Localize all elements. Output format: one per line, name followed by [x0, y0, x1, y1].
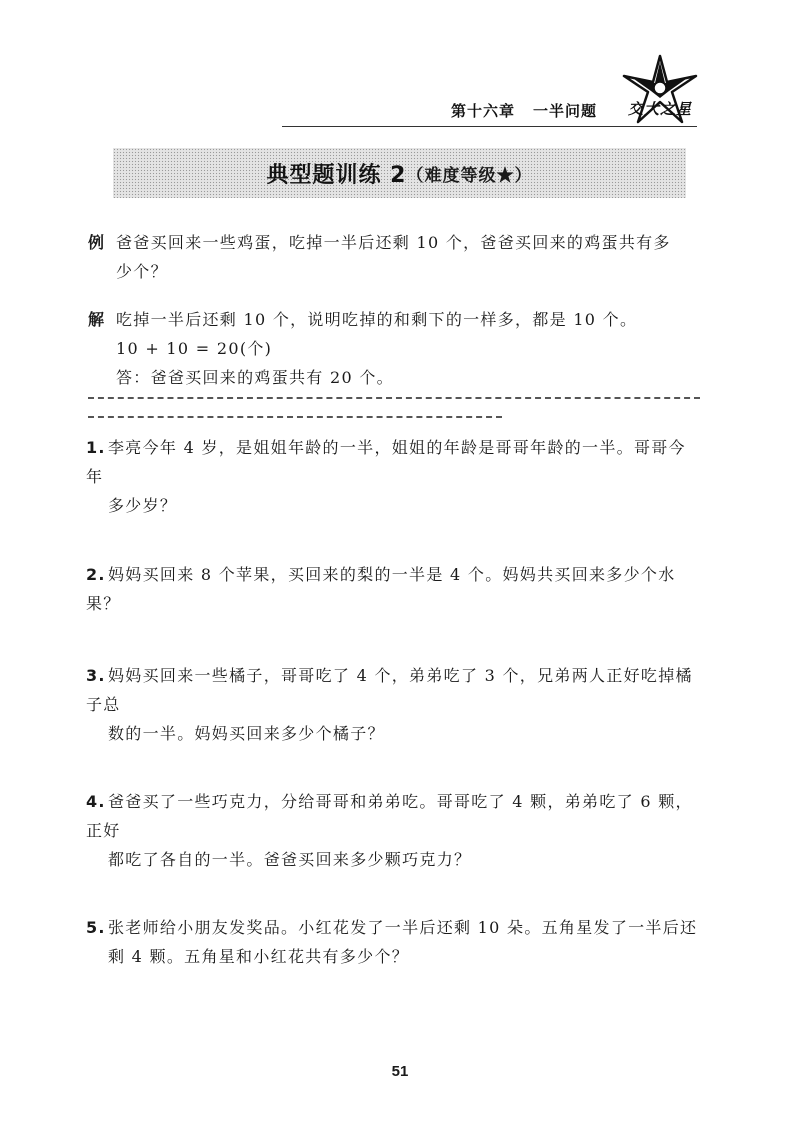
solution-block — [88, 305, 700, 392]
question-text: 多少岁？ — [108, 496, 178, 515]
logo-text: 交大之星 — [628, 100, 693, 118]
page-number: 51 — [391, 1063, 409, 1080]
question-text: 妈妈买回来一些橘子，哥哥吃了 4 个，弟弟吃了 3 个，兄弟两人正好吃掉橘子总 — [86, 666, 693, 714]
question-5 — [86, 913, 700, 971]
title-banner — [113, 148, 686, 198]
solution-equation: 10 + 10 = 20(个) — [116, 339, 273, 358]
dashed-separator — [88, 416, 502, 418]
question-text: 数的一半。妈妈买回来多少个橘子？ — [108, 724, 385, 743]
banner-title: 典型题训练 2 — [266, 162, 407, 188]
question-text: 李亮今年 4 岁，是姐姐年龄的一半，姐姐的年龄是哥哥年龄的一半。哥哥今年 — [86, 438, 686, 486]
question-number: 5. — [86, 918, 106, 937]
solution-answer: 答：爸爸买回来的鸡蛋共有 20 个。 — [116, 368, 394, 387]
example-label: 例 — [88, 233, 106, 252]
example-line: 少个？ — [116, 262, 168, 281]
question-number: 1. — [86, 438, 106, 457]
dashed-separator — [88, 397, 700, 399]
question-number: 4. — [86, 792, 106, 811]
question-text: 张老师给小朋友发奖品。小红花发了一半后还剩 10 朵。五角星发了一半后还 — [108, 918, 698, 937]
solution-line: 吃掉一半后还剩 10 个，说明吃掉的和剩下的一样多，都是 10 个。 — [116, 310, 638, 329]
question-text: 都吃了各自的一半。爸爸买回来多少颗巧克力？ — [108, 850, 472, 869]
example-block — [88, 228, 700, 286]
banner-subtitle: （难度等级★） — [406, 165, 533, 186]
question-number: 2. — [86, 565, 106, 584]
question-number: 3. — [86, 666, 106, 685]
example-line: 爸爸买回来一些鸡蛋，吃掉一半后还剩 10 个，爸爸买回来的鸡蛋共有多 — [116, 233, 671, 252]
chapter-label: 第十六章 — [450, 102, 515, 120]
solution-label: 解 — [88, 310, 106, 329]
question-text: 剩 4 颗。五角星和小红花共有多少个？ — [108, 947, 410, 966]
question-1 — [86, 433, 700, 520]
section-label: 一半问题 — [532, 102, 597, 120]
question-2 — [86, 560, 700, 618]
question-3 — [86, 661, 700, 748]
question-text: 妈妈买回来 8 个苹果，买回来的梨的一半是 4 个。妈妈共买回来多少个水果？ — [86, 565, 676, 613]
question-4 — [86, 787, 700, 874]
header-rule — [282, 126, 697, 127]
question-text: 爸爸买了一些巧克力，分给哥哥和弟弟吃。哥哥吃了 4 颗，弟弟吃了 6 颗，正好 — [86, 792, 693, 840]
chapter-header — [451, 100, 597, 121]
